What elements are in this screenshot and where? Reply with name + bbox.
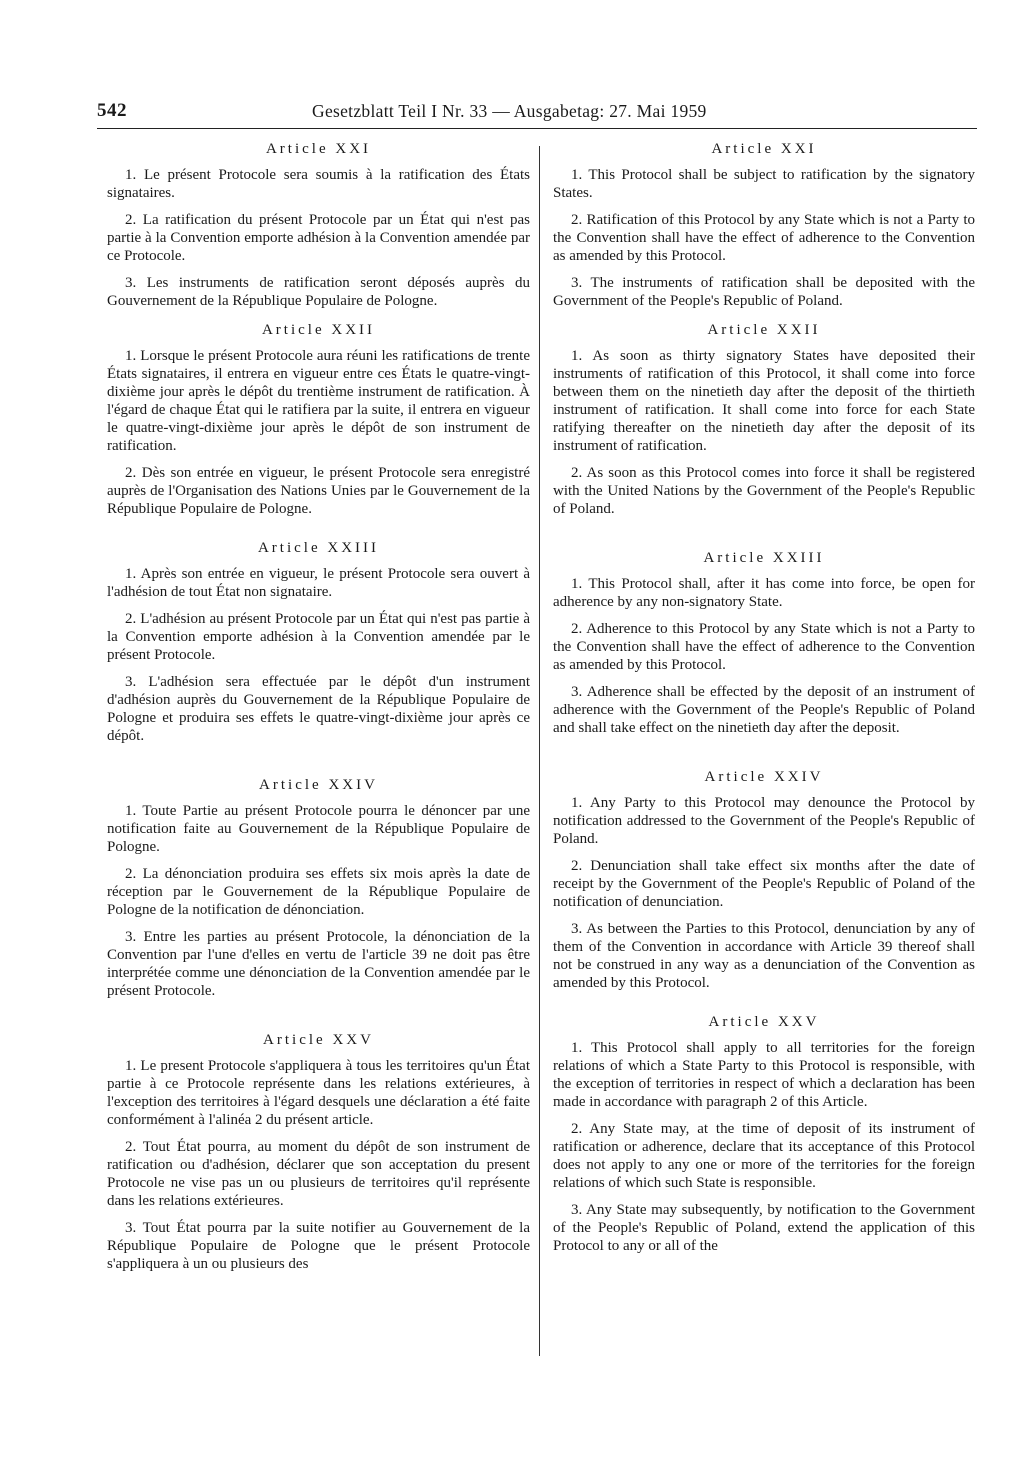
paragraph: 1. Après son entrée en vigueur, le présent Protocole sera ouvert à l'adhésion de tout État non signataire. — [107, 566, 530, 600]
gazette-title: Gesetzblatt Teil I Nr. 33 — Ausgabetag: 27. Mai 1959 — [312, 101, 707, 121]
paragraph: 3. As between the Parties to this Protocol, denunciation by any of them of the Convention in accordance with Article 39 thereof shall not be construed in any way as a denunciation of the Convention as amended by this Protocol. — [553, 921, 975, 991]
article-xxv-en — [553, 1013, 975, 1255]
article-title: Article XXI — [265, 141, 372, 157]
article-xxi-en — [553, 140, 975, 310]
paragraph: 3. Tout État pourra par la suite notifier au Gouvernement de la République Populaire de Pologne que le présent Protocole s'appliquera à un ou plusieurs des — [107, 1220, 530, 1272]
paragraph: 2. Tout État pourra, au moment du dépôt de son instrument de ratification ou d'adhésion, déclarer que son acceptation du present Protocole ne vise pas un ou plusieurs de territoires qu'il représente dans les relations extérieures. — [107, 1139, 530, 1209]
article-title: Article XXIII — [703, 550, 825, 566]
article-xxv-fr — [107, 1031, 530, 1273]
paragraph: 1. As soon as thirty signatory States have deposited their instruments of ratification of this Protocol, it shall come into force between them on the ninetieth day after the deposit of the thirtieth instrument of ratification. It shall come into force for each State ratifying thereafter on the ninetieth day after the deposit of its instrument of ratification. — [553, 348, 975, 454]
article-xxiii-en — [553, 549, 975, 737]
paragraph: 3. Adherence shall be effected by the deposit of an instrument of adherence with the Government of the People's Republic of Poland and shall take effect on the ninetieth day after the deposit. — [553, 684, 975, 736]
paragraph: 1. This Protocol shall, after it has come into force, be open for adherence by any non-signatory State. — [553, 576, 975, 610]
page-number: 542 — [97, 100, 127, 121]
column-divider — [539, 146, 540, 1356]
paragraph: 2. As soon as this Protocol comes into force it shall be registered with the United Nations by the Government of the People's Republic of Poland. — [553, 465, 975, 517]
article-xxii-fr — [107, 321, 530, 518]
paragraph: 2. L'adhésion au présent Protocole par un État qui n'est pas partie à la Convention emporte adhésion à la Convention amendée par le présent Protocole. — [107, 611, 530, 663]
paragraph: 3. Any State may subsequently, by notification to the Government of the People's Republic of Poland, extend the application of this Protocol to any or all of the — [553, 1202, 975, 1254]
paragraph: 2. Any State may, at the time of deposit of its instrument of ratification or adherence, declare that its acceptance of this Protocol does not apply to any one or more of the territories for the foreign relations of which such State is responsible. — [553, 1121, 975, 1191]
paragraph: 2. Denunciation shall take effect six months after the date of receipt by the Government of the People's Republic of Poland of the notification of denunciation. — [553, 858, 975, 910]
article-title: Article XXI — [711, 141, 817, 157]
paragraph: 2. La ratification du présent Protocole par un État qui n'est pas partie à la Convention emporte adhésion à la Convention amendée par ce Protocole. — [107, 212, 530, 264]
article-title: Article XXIV — [704, 769, 824, 785]
article-title: Article XXII — [261, 322, 376, 338]
article-title: Article XXII — [707, 322, 821, 338]
article-title: Article XXIV — [259, 777, 378, 793]
article-title: Article XXIII — [257, 540, 380, 556]
article-xxiv-en — [553, 768, 975, 992]
paragraph: 3. Entre les parties au présent Protocole, la dénonciation de la Convention par l'une d'elles en vertu de l'article 39 ne doit pas être interprétée comme une dénonciation de la Convention amendée par le présent Protocole. — [107, 929, 530, 999]
paragraph: 1. Lorsque le présent Protocole aura réuni les ratifications de trente États signataires, il entrera en vigueur entre ces États le quatre-vingt-dixième jour après le dépôt du trentième instrument de ratification. À l'égard de chaque État qui le ratifiera par la suite, il entrera en vigueur le quatre-vingt-dixième jour après le dépôt de son instrument de ratification. — [107, 348, 530, 454]
paragraph: 3. The instruments of ratification shall be deposited with the Government of the People's Republic of Poland. — [553, 275, 975, 309]
paragraph: 1. This Protocol shall apply to all territories for the foreign relations of which a State Party to this Protocol is responsible, with the exception of territories in respect of which a declaration has been made in accordance with paragraph 2 of this Article. — [553, 1040, 975, 1110]
french-column — [107, 140, 530, 1282]
paragraph: 3. L'adhésion sera effectuée par le dépôt d'un instrument d'adhésion auprès du Gouvernement de la République Populaire de Pologne et produira ses effets le quatre-vingt-dixième jour après ce dépôt. — [107, 674, 530, 744]
article-title: Article XXV — [263, 1032, 374, 1048]
article-xxiv-fr — [107, 776, 530, 1000]
article-xxi-fr — [107, 140, 530, 310]
paragraph: 1. Toute Partie au présent Protocole pourra le dénoncer par une notification faite au Gouvernement de la République Populaire de Pologne. — [107, 803, 530, 855]
paragraph: 1. Le present Protocole s'appliquera à tous les territoires qu'un État partie à ce Protocole représente dans les relations extérieures, à l'exception des territoires à l'égard desquels une déclaration a été faite conformément à l'alinéa 2 du présent article. — [107, 1058, 530, 1128]
page-header — [97, 98, 977, 129]
article-xxiii-fr — [107, 539, 530, 745]
english-column — [553, 140, 975, 1264]
paragraph: 2. La dénonciation produira ses effets six mois après la date de réception par le Gouvernement de la République Populaire de Pologne de la notification de dénonciation. — [107, 866, 530, 918]
paragraph: 2. Adherence to this Protocol by any State which is not a Party to the Convention shall have the effect of adherence to the Convention as amended by this Protocol. — [553, 621, 975, 673]
paragraph: 2. Ratification of this Protocol by any State which is not a Party to the Convention shall have the effect of adherence to the Convention as amended by this Protocol. — [553, 212, 975, 264]
paragraph: 3. Les instruments de ratification seront déposés auprès du Gouvernement de la République Populaire de Pologne. — [107, 275, 530, 309]
article-xxii-en — [553, 321, 975, 518]
paragraph: 1. Any Party to this Protocol may denounce the Protocol by notification addressed to the Government of the People's Republic of Poland. — [553, 795, 975, 847]
paragraph: 2. Dès son entrée en vigueur, le présent Protocole sera enregistré auprès de l'Organisation des Nations Unies par le Gouvernement de la République Populaire de Pologne. — [107, 465, 530, 517]
paragraph: 1. Le présent Protocole sera soumis à la ratification des États signataires. — [107, 167, 530, 201]
paragraph: 1. This Protocol shall be subject to ratification by the signatory States. — [553, 167, 975, 201]
article-title: Article XXV — [708, 1014, 820, 1030]
